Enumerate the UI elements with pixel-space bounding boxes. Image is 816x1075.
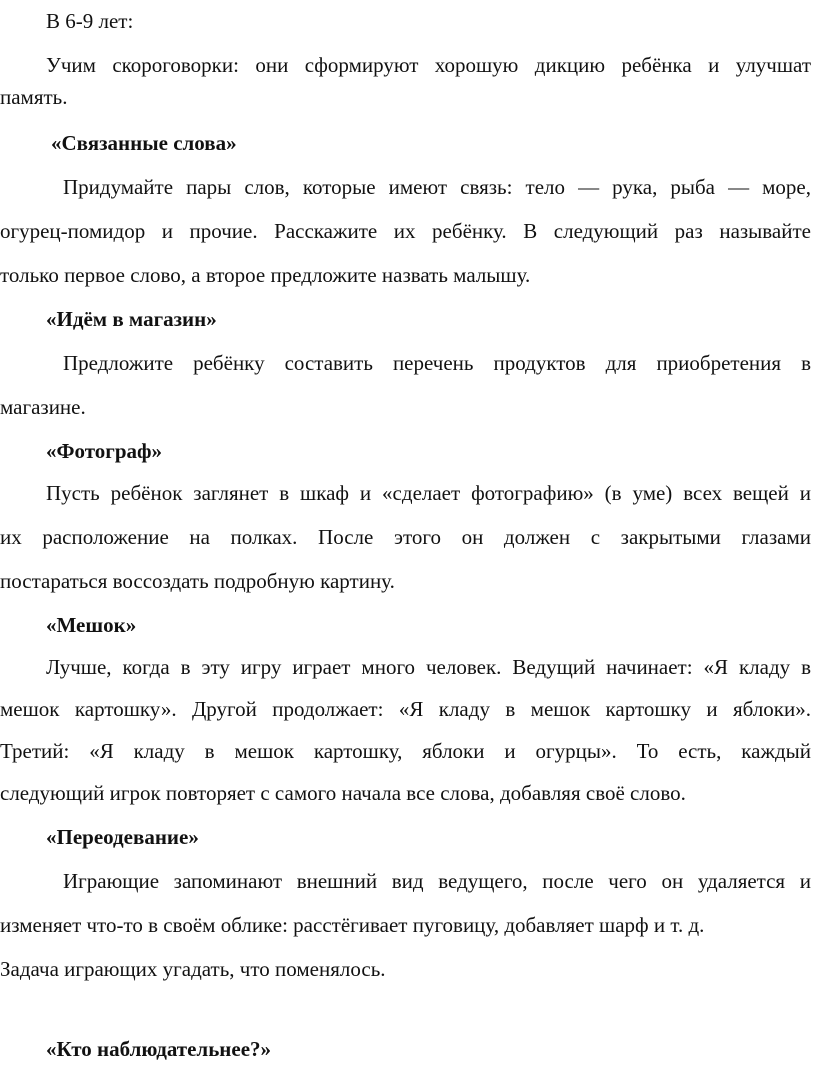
section-title-shop: «Идём в магазин» [46,307,217,331]
section-title-linked-words: «Связанные слова» [51,131,237,155]
shop-line-1: Предложите ребёнку составить перечень продуктов для приобретения в [63,351,811,375]
linked-words-line-3: только первое слово, а второе предложите назвать малышу. [0,263,531,287]
bag-line-3: Третий: «Я кладу в мешок картошку, яблоки и огурцы». То есть, каждый [0,739,811,763]
shop-line-2: магазине. [0,395,86,419]
section-title-observant: «Кто наблюдательнее?» [46,1037,272,1061]
paragraph-tongue-twisters-line-1: Учим скороговорки: они сформируют хорошую дикцию ребёнка и улучшат [46,53,811,77]
photographer-line-2: их расположение на полках. После этого он должен с закрытыми глазами [0,525,811,549]
bag-line-2: мешок картошку». Другой продолжает: «Я кладу в мешок картошку и яблоки». [0,697,811,721]
section-title-dressing-up: «Переодевание» [46,825,199,849]
photographer-line-1: Пусть ребёнок заглянет в шкаф и «сделает фотографию» (в уме) всех вещей и [46,481,811,505]
linked-words-line-2: огурец-помидор и прочие. Расскажите их ребёнку. В следующий раз называйте [0,219,811,243]
bag-line-1: Лучше, когда в эту игру играет много человек. Ведущий начинает: «Я кладу в [46,655,811,679]
paragraph-tongue-twisters-line-2: память. [0,85,68,109]
bag-line-4: следующий игрок повторяет с самого начала все слова, добавляя своё слово. [0,781,686,805]
dressing-up-line-2: изменяет что-то в своём облике: расстёгивает пуговицу, добавляет шарф и т. д. [0,913,705,937]
linked-words-line-1: Придумайте пары слов, которые имеют связь: тело — рука, рыба — море, [63,175,811,199]
photographer-line-3: постараться воссоздать подробную картину. [0,569,395,593]
age-heading: В 6-9 лет: [46,9,134,33]
dressing-up-line-1: Играющие запоминают внешний вид ведущего, после чего он удаляется и [63,869,811,893]
section-title-photographer: «Фотограф» [46,439,163,463]
section-title-bag: «Мешок» [46,613,137,637]
dressing-up-line-3: Задача играющих угадать, что поменялось. [0,957,386,981]
